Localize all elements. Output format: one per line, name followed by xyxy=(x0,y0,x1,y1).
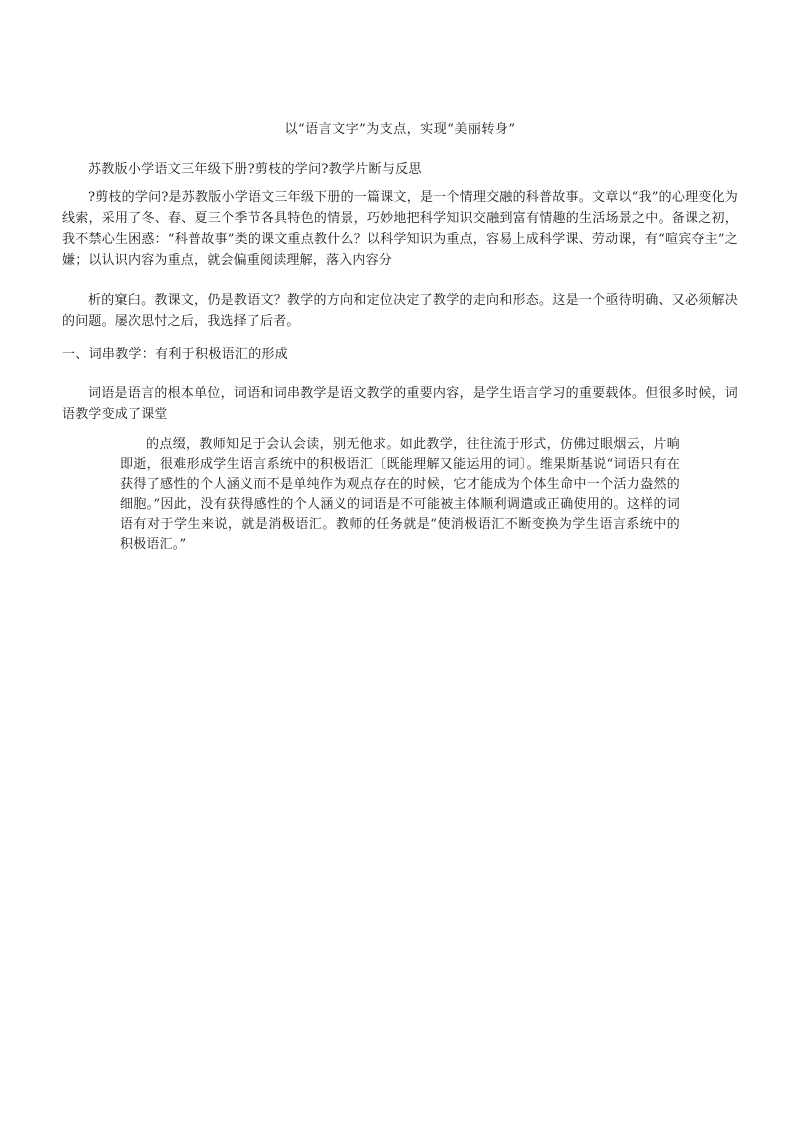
paragraph-intro: ?剪枝的学问?是苏教版小学语文三年级下册的一篇课文，是一个情理交融的科普故事。文章以“我”的心理变化为线索，采用了冬、春、夏三个季节各具特色的情景，巧妙地把科学知识交融到富有情趣的生活场景之中。备课之初，我不禁心生困惑：“科普故事”类的课文重点教什么？以科学知识为重点，容易上成科学课、劳动课，有“喧宾夺主”之嫌；以认识内容为重点，就会偏重阅读理解，落入内容分 xyxy=(62,190,738,268)
section-heading: 一、词串教学：有利于积极语汇的形成 xyxy=(62,347,289,362)
paragraph-vocabulary: 词语是语言的根本单位，词语和词串教学是语文教学的重要内容，是学生语言学习的重要载体。但很多时候，词语教学变成了课堂 xyxy=(62,386,738,422)
paragraph-continuation: 析的窠臼。教课文，仍是教语文？教学的方向和定位决定了教学的走向和形态。这是一个亟待明确、又必须解决的问题。屡次思忖之后，我选择了后者。 xyxy=(62,293,738,329)
quote-paragraph: 的点缀，教师知足于会认会读，别无他求。如此教学，往往流于形式，仿佛过眼烟云，片晌即逝，很难形成学生语言系统中的积极语汇〔既能理解又能运用的词〕。维果斯基说“词语只有在获得了感性的个人涵义而不是单纯作为观点存在的时候，它才能成为个体生命中一个活力盎然的细胞。”因此，没有获得感性的个人涵义的词语是不可能被主体顺利调遣或正确使用的。这样的词语有对于学生来说，就是消极语汇。教师的任务就是“使消极语汇不断变换为学生语言系统中的积极语汇。” xyxy=(120,437,680,552)
document-subtitle: 苏教版小学语文三年级下册?剪枝的学问?教学片断与反思 xyxy=(88,162,422,177)
document-title: 以“语言文字”为支点，实现“美丽转身” xyxy=(284,122,516,137)
